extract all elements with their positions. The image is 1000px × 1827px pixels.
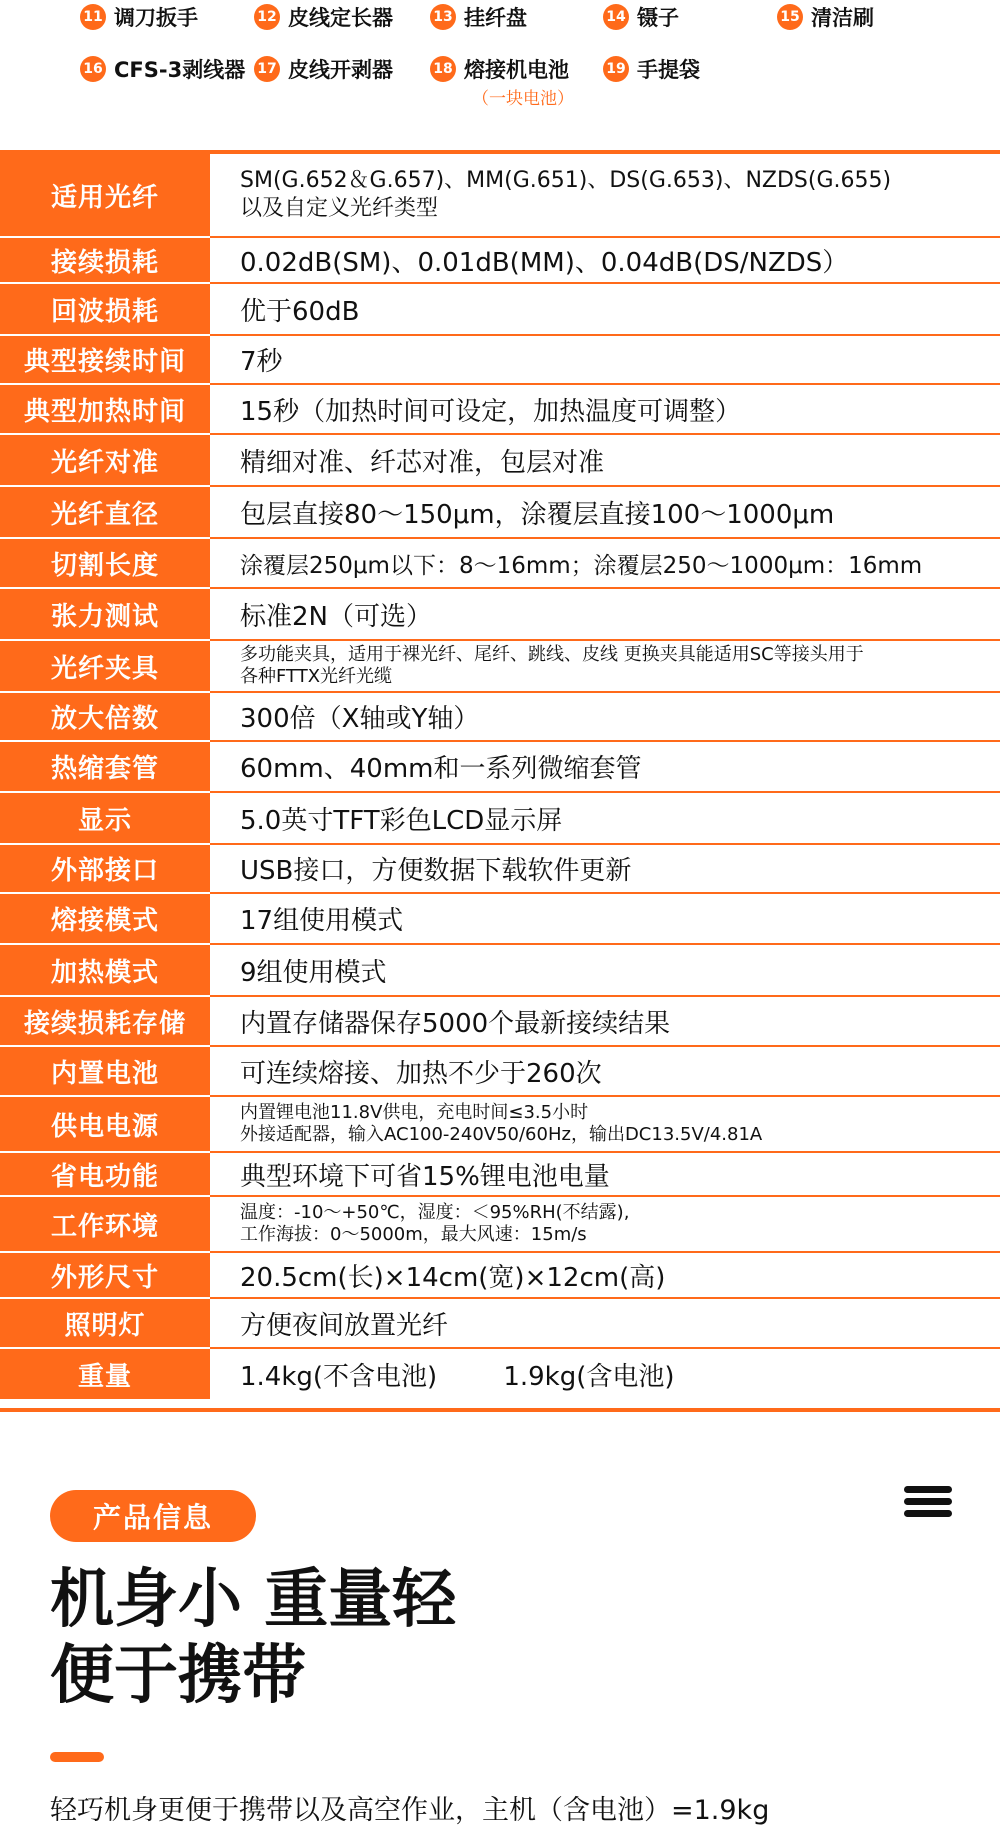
spec-label: 接续损耗存储	[0, 997, 210, 1047]
spec-value: SM(G.652＆G.657)、MM(G.651)、DS(G.653)、NZDS(G.655) 以及自定义光纤类型	[240, 168, 892, 221]
spec-value: 温度：-10～+50℃，湿度：＜95%RH(不结露), 工作海拔：0～5000m，最大风速：15m/s	[240, 1202, 630, 1245]
spec-row	[0, 336, 1000, 385]
accessory-item	[80, 52, 245, 86]
spec-row	[0, 1349, 1000, 1399]
spec-value: 17组使用模式	[240, 906, 404, 936]
spec-value: 包层直接80～150μm，涂覆层直接100～1000μm	[240, 499, 835, 530]
spec-value: 方便夜间放置光纤	[240, 1310, 449, 1341]
spec-value: 标准2N（可选）	[240, 601, 432, 632]
spec-row	[0, 894, 1000, 945]
headline-line-1: 机身小 重量轻	[50, 1563, 457, 1637]
spec-row	[0, 945, 1000, 997]
spec-value: 15秒（加热时间可设定，加热温度可调整）	[240, 396, 742, 427]
accessory-number-badge: 19	[603, 56, 629, 82]
spec-label: 热缩套管	[0, 742, 210, 793]
spec-label: 供电电源	[0, 1097, 210, 1153]
spec-value: 1.4kg(不含电池) 1.9kg(含电池)	[240, 1361, 675, 1392]
spec-row	[0, 693, 1000, 742]
accessory-item	[80, 0, 198, 34]
accessory-item	[254, 0, 393, 34]
spec-label: 光纤夹具	[0, 641, 210, 693]
spec-label: 张力测试	[0, 589, 210, 641]
spec-row	[0, 589, 1000, 641]
accessory-label: 皮线开剥器	[288, 58, 393, 82]
spec-label: 适用光纤	[0, 154, 210, 238]
spec-value: 0.02dB(SM)、0.01dB(MM)、0.04dB(DS/NZDS）	[240, 247, 849, 278]
spec-label: 放大倍数	[0, 693, 210, 742]
spec-value: 典型环境下可省15%锂电池电量	[240, 1161, 610, 1192]
spec-value: 内置存储器保存5000个最新接续结果	[240, 1008, 671, 1039]
spec-label: 加热模式	[0, 945, 210, 997]
spec-value: 60mm、40mm和一系列微缩套管	[240, 754, 642, 784]
product-description: 轻巧机身更便于携带以及高空作业，主机（含电池）=1.9kg	[50, 1795, 770, 1826]
spec-table	[0, 150, 1000, 1412]
spec-label: 回波损耗	[0, 284, 210, 336]
spec-label: 省电功能	[0, 1153, 210, 1197]
spec-value: 涂覆层250μm以下：8～16mm；涂覆层250～1000μm：16mm	[240, 552, 923, 579]
spec-label: 内置电池	[0, 1047, 210, 1097]
spec-label: 典型接续时间	[0, 336, 210, 385]
accessory-number-badge: 13	[430, 4, 456, 30]
spec-value: 优于60dB	[240, 296, 360, 327]
accessory-number-badge: 14	[603, 4, 629, 30]
spec-label: 接续损耗	[0, 238, 210, 284]
spec-value: 精细对准、纤芯对准，包层对准	[240, 447, 605, 478]
product-headline	[50, 1562, 456, 1714]
spec-row	[0, 641, 1000, 693]
spec-value: 可连续熔接、加热不少于260次	[240, 1058, 602, 1089]
accessory-label: 挂纤盘	[464, 6, 527, 30]
spec-row	[0, 1047, 1000, 1097]
headline-line-2: 便于携带	[50, 1639, 306, 1713]
hamburger-menu-icon[interactable]	[904, 1486, 952, 1518]
spec-row	[0, 284, 1000, 336]
accessory-number-badge: 11	[80, 4, 106, 30]
spec-row	[0, 238, 1000, 284]
spec-value: 多功能夹具，适用于裸光纤、尾纤、跳线、皮线 更换夹具能适用SC等接头用于 各种FTTX光纤光缆	[240, 644, 864, 687]
spec-value: 5.0英寸TFT彩色LCD显示屏	[240, 805, 563, 836]
accent-divider	[50, 1752, 104, 1762]
product-info-badge: 产品信息	[50, 1490, 256, 1542]
spec-value: 9组使用模式	[240, 957, 387, 988]
spec-value: 7秒	[240, 347, 283, 377]
accessory-item	[777, 0, 874, 34]
spec-row	[0, 793, 1000, 845]
spec-row	[0, 1153, 1000, 1197]
spec-label: 光纤直径	[0, 487, 210, 539]
spec-row	[0, 742, 1000, 793]
accessory-label: 皮线定长器	[288, 6, 393, 30]
accessory-label: CFS-3剥线器	[114, 58, 246, 82]
accessory-number-badge: 18	[430, 56, 456, 82]
spec-row	[0, 997, 1000, 1047]
spec-row	[0, 1097, 1000, 1153]
spec-label: 外部接口	[0, 845, 210, 894]
spec-label: 熔接模式	[0, 894, 210, 945]
accessory-item	[254, 52, 393, 86]
spec-label: 外形尺寸	[0, 1253, 210, 1299]
accessory-item	[603, 52, 700, 86]
accessory-label: 熔接机电池	[464, 58, 569, 82]
spec-row	[0, 1299, 1000, 1349]
accessory-item	[430, 52, 569, 86]
spec-label: 显示	[0, 793, 210, 845]
spec-row	[0, 845, 1000, 894]
spec-value: 内置锂电池11.8V供电，充电时间≤3.5小时 外接适配器，输入AC100-240V50/60Hz，输出DC13.5V/4.81A	[240, 1102, 763, 1145]
accessory-label: 清洁刷	[811, 6, 874, 30]
accessory-label: 调刀扳手	[114, 6, 198, 30]
spec-row	[0, 1197, 1000, 1253]
spec-label: 工作环境	[0, 1197, 210, 1253]
spec-label: 典型加热时间	[0, 385, 210, 435]
spec-value: USB接口，方便数据下载软件更新	[240, 856, 632, 886]
accessory-label: 镊子	[637, 6, 679, 30]
product-info-section	[0, 1412, 1000, 1826]
accessory-number-badge: 15	[777, 4, 803, 30]
accessory-number-badge: 16	[80, 56, 106, 82]
accessory-list	[0, 0, 1000, 150]
accessory-item	[430, 0, 527, 34]
spec-row	[0, 487, 1000, 539]
spec-row	[0, 154, 1000, 238]
spec-row	[0, 435, 1000, 487]
spec-label: 切割长度	[0, 539, 210, 589]
spec-row	[0, 385, 1000, 435]
spec-row	[0, 539, 1000, 589]
accessory-label: 手提袋	[637, 58, 700, 82]
spec-value: 300倍（X轴或Y轴）	[240, 704, 480, 734]
spec-value: 20.5cm(长)×14cm(宽)×12cm(高)	[240, 1262, 666, 1293]
spec-label: 光纤对准	[0, 435, 210, 487]
accessory-note: （一块电池）	[472, 89, 574, 109]
accessory-item	[603, 0, 679, 34]
spec-row	[0, 1253, 1000, 1299]
spec-label: 重量	[0, 1349, 210, 1401]
spec-label: 照明灯	[0, 1299, 210, 1349]
accessory-number-badge: 12	[254, 4, 280, 30]
accessory-number-badge: 17	[254, 56, 280, 82]
